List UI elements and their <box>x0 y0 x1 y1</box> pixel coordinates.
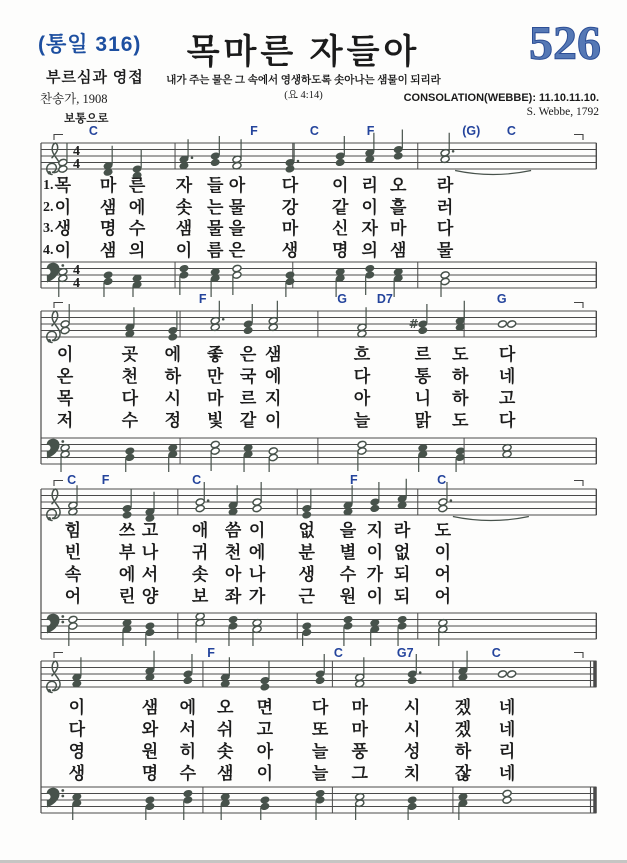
chord-label: F <box>250 124 258 138</box>
staff-svg-1 <box>40 125 598 297</box>
lyric-syllable: 고 <box>141 521 159 540</box>
lyric-syllable: 다 <box>121 389 139 408</box>
lyric-syllable: 가 <box>366 565 384 584</box>
verse-number: 3. <box>43 221 54 236</box>
lyric-syllable: 없 <box>393 543 411 562</box>
lyric-syllable: 샘 <box>265 345 282 364</box>
lyric-syllable: 솟 <box>191 565 209 584</box>
lyric-column <box>309 697 331 785</box>
lyric-column <box>412 344 434 432</box>
lyric-syllable: 에 <box>179 698 197 717</box>
lyric-syllable: 나 <box>248 565 266 584</box>
lyric-syllable: 오 <box>217 698 234 717</box>
lyric-syllable: 지 <box>265 389 282 408</box>
lyric-syllable: 에 <box>118 565 136 584</box>
lyric-syllable: 보 <box>191 587 209 606</box>
treble-clef-icon <box>47 661 60 693</box>
lyric-syllable: 원 <box>141 742 159 761</box>
lyric-syllable: 에 <box>128 197 146 217</box>
lyric-column <box>254 697 276 785</box>
lyric-column <box>62 520 84 608</box>
lyric-syllable: 에 <box>164 345 182 364</box>
lyric-syllable: 그 <box>351 764 368 783</box>
lyric-syllable: 생 <box>54 219 72 238</box>
lyric-column <box>139 697 161 785</box>
lyric-column <box>359 175 381 261</box>
lyric-syllable: 가 <box>248 587 266 606</box>
category-label: 부르심과 영접 <box>46 70 144 86</box>
lyric-column <box>387 175 409 261</box>
lyric-syllable: 이 <box>256 764 274 783</box>
lyric-column <box>296 520 318 608</box>
lyric-column <box>237 344 259 432</box>
lyric-syllable: 좌 <box>224 587 242 606</box>
lyric-syllable: 에 <box>248 543 266 562</box>
lyric-column <box>496 697 518 785</box>
treble-clef-icon <box>47 489 60 521</box>
lyric-syllable: 같 <box>331 197 349 217</box>
lyric-column <box>391 520 413 608</box>
lyric-syllable: 국 <box>239 367 257 386</box>
lyric-syllable: 명 <box>99 219 117 238</box>
lyric-syllable: 치 <box>403 764 421 783</box>
lyric-syllable: 겠 <box>454 698 472 717</box>
lyric-syllable: 솟 <box>217 742 234 761</box>
lyric-syllable: 수 <box>121 411 139 430</box>
lyric-syllable: 지 <box>366 521 384 540</box>
lyric-syllable: 되 <box>393 587 411 606</box>
lyric-syllable: 다 <box>311 698 329 717</box>
scripture-text: 내가 주는 물은 그 속에서 영생하도록 솟아나는 샘물이 되리라 <box>166 75 441 86</box>
lyric-syllable: 이 <box>366 543 384 562</box>
lyric-syllable: 을 <box>228 219 246 238</box>
lyric-syllable: 수 <box>128 219 146 238</box>
lyric-syllable: 온 <box>56 367 74 386</box>
music-system-3 <box>40 472 598 646</box>
lyric-syllable: 샘 <box>141 698 159 717</box>
lyric-syllable: 르 <box>414 345 431 364</box>
lyric-column <box>126 175 148 261</box>
lyric-syllable: 흘 <box>390 197 407 217</box>
bass-clef-icon <box>47 788 65 808</box>
lyric-column <box>214 697 236 785</box>
lyric-syllable: 다 <box>498 411 516 430</box>
lyric-column <box>66 697 88 785</box>
lyric-syllable: 양 <box>141 587 159 606</box>
chord-label: C <box>192 473 202 487</box>
lyric-column <box>496 344 518 432</box>
lyric-syllable: 이 <box>54 197 72 217</box>
lyric-column <box>139 520 161 608</box>
page-title: 목마른 자들아 <box>186 34 421 71</box>
lyric-syllable: 마 <box>351 698 368 717</box>
lyric-syllable: 맑 <box>414 411 431 430</box>
lyric-column <box>434 175 456 261</box>
chord-label: F <box>350 473 358 487</box>
lyric-syllable: 귀 <box>191 543 209 562</box>
chord-label: D7 <box>376 292 393 306</box>
chord-label: F <box>366 124 375 138</box>
lyric-syllable: 늘 <box>353 411 371 430</box>
lyric-syllable: 속 <box>64 565 82 584</box>
svg-text:#: # <box>408 317 419 331</box>
lyric-column <box>97 175 119 261</box>
lyric-syllable: 별 <box>339 543 357 562</box>
lyric-syllable: 또 <box>311 720 329 739</box>
lyric-column <box>52 175 74 261</box>
lyric-syllable: 린 <box>118 587 136 606</box>
lyric-syllable: 은 <box>228 240 246 260</box>
svg-text:4: 4 <box>73 144 80 159</box>
lyric-syllable: 이 <box>56 345 74 364</box>
scripture-reference: (요 4:14) <box>284 90 323 101</box>
lyric-syllable: 아 <box>256 742 274 761</box>
lyric-syllable: 다 <box>498 345 516 364</box>
lyric-syllable: 오 <box>390 176 407 195</box>
lyric-syllable: 의 <box>361 240 378 260</box>
lyric-syllable: 샘 <box>99 197 117 217</box>
lyric-column <box>351 344 373 432</box>
lyric-syllable: 시 <box>403 720 421 739</box>
lyric-syllable: 곳 <box>121 345 139 364</box>
lyric-syllable: 애 <box>191 521 209 540</box>
chord-label: C <box>88 124 98 138</box>
lyric-syllable: 아 <box>224 565 242 584</box>
chord-label: C <box>506 124 516 138</box>
svg-text:4: 4 <box>73 157 80 172</box>
lyric-syllable: 마 <box>206 389 224 408</box>
treble-clef-icon <box>47 311 60 343</box>
lyric-syllable: 러 <box>436 197 454 217</box>
lyric-syllable: 이 <box>54 240 72 260</box>
composer-name: S. Webbe, 1792 <box>526 106 599 118</box>
lyric-syllable: 면 <box>256 698 274 717</box>
lyric-syllable: 부 <box>118 543 136 562</box>
lyric-syllable: 르 <box>239 389 257 408</box>
music-system-4 <box>40 646 598 820</box>
lyric-column <box>54 344 76 432</box>
lyric-syllable: 명 <box>141 764 159 783</box>
lyric-syllable: 서 <box>179 720 197 739</box>
lyric-syllable: 시 <box>164 389 182 408</box>
lyric-syllable: 겠 <box>454 720 472 739</box>
lyric-syllable: 늘 <box>311 742 329 761</box>
lyric-column <box>246 520 268 608</box>
lyric-column <box>279 175 301 261</box>
lyric-syllable: 자 <box>361 219 378 238</box>
lyric-column <box>337 520 359 608</box>
lyric-syllable: 다 <box>353 367 371 386</box>
lyric-syllable: 마 <box>99 176 117 195</box>
lyric-syllable: 생 <box>298 565 315 584</box>
lyric-syllable: 성 <box>403 742 421 761</box>
lyric-column <box>119 344 141 432</box>
music-system-1 <box>40 125 598 297</box>
lyric-syllable: 샘 <box>390 240 407 260</box>
lyric-syllable: 수 <box>339 565 357 584</box>
lyric-syllable: 들 <box>206 176 224 195</box>
lyric-syllable: 하 <box>454 742 472 761</box>
lyric-syllable: 물 <box>436 240 454 260</box>
lyric-syllable: 다 <box>436 219 454 238</box>
chord-label: C <box>333 646 343 660</box>
lyric-syllable: 이 <box>361 197 378 217</box>
lyric-syllable: 솟 <box>175 197 193 217</box>
lyric-syllable: 어 <box>64 587 82 606</box>
lyric-syllable: 영 <box>68 742 86 761</box>
lyric-syllable: 어 <box>434 565 452 584</box>
lyric-column <box>349 697 371 785</box>
lyric-syllable: 원 <box>339 587 357 606</box>
lyric-syllable: 하 <box>451 367 469 386</box>
lyric-syllable: 수 <box>179 764 197 783</box>
lyric-syllable: 이 <box>366 587 384 606</box>
lyric-syllable: 분 <box>298 543 315 562</box>
lyric-syllable: 는 <box>206 197 224 217</box>
verse-number: 2. <box>43 199 54 215</box>
lyric-column <box>364 520 386 608</box>
lyric-syllable: 통 <box>414 367 431 386</box>
lyric-syllable: 천 <box>121 367 139 386</box>
lyric-syllable: 어 <box>434 587 452 606</box>
lyric-syllable: 생 <box>68 764 86 783</box>
lyric-syllable: 나 <box>141 543 159 562</box>
lyric-column <box>222 520 244 608</box>
lyric-syllable: 다 <box>68 720 86 739</box>
lyric-syllable: 리 <box>361 176 378 195</box>
lyric-syllable: 네 <box>498 764 516 783</box>
lyric-syllable: 라 <box>436 176 454 195</box>
lyric-syllable: 고 <box>256 720 274 739</box>
lyric-syllable: 강 <box>281 197 299 217</box>
lyric-syllable: 이 <box>248 521 266 540</box>
lyric-syllable: 천 <box>224 543 242 562</box>
lyric-syllable: 자 <box>175 176 193 195</box>
bass-clef-icon <box>47 614 65 634</box>
lyric-syllable: 시 <box>403 698 421 717</box>
lyric-syllable: 네 <box>498 720 516 739</box>
lyric-syllable: 은 <box>239 345 257 364</box>
lyric-syllable: 되 <box>393 565 411 584</box>
lyric-syllable: 고 <box>498 389 516 408</box>
lyric-syllable: 하 <box>164 367 182 386</box>
lyric-syllable: 정 <box>164 411 182 430</box>
svg-text:4: 4 <box>73 263 80 278</box>
chord-label: F <box>101 473 110 487</box>
lyric-syllable: 름 <box>206 240 224 260</box>
lyric-syllable: 히 <box>179 742 197 761</box>
lyric-syllable: 도 <box>451 411 469 430</box>
lyric-syllable: 잖 <box>454 764 472 783</box>
svg-text:4: 4 <box>73 276 80 291</box>
verse-number: 1. <box>43 178 54 193</box>
lyric-syllable: 샘 <box>175 219 193 238</box>
source-label: 찬송가, 1908 <box>40 92 108 106</box>
lyric-syllable: 라 <box>393 521 411 540</box>
lyric-syllable: 도 <box>451 345 469 364</box>
chord-label: G <box>337 292 347 306</box>
lyric-syllable: 씀 <box>224 521 242 540</box>
lyric-syllable: 리 <box>498 742 516 761</box>
lyric-syllable: 빛 <box>206 411 224 430</box>
lyric-column <box>177 697 199 785</box>
lyric-syllable: 이 <box>175 240 193 260</box>
lyric-syllable: 이 <box>331 176 349 195</box>
lyric-syllable: 신 <box>331 219 349 238</box>
lyric-column <box>401 697 423 785</box>
music-system-2 <box>40 288 598 472</box>
lyric-syllable: 하 <box>451 389 469 408</box>
lyric-syllable: 늘 <box>311 764 329 783</box>
lyric-syllable: 이 <box>434 543 452 562</box>
lyric-syllable: 다 <box>281 176 299 195</box>
chord-label: C <box>491 646 501 660</box>
lyric-column <box>449 344 471 432</box>
lyric-syllable: 의 <box>128 240 146 260</box>
lyric-syllable: 을 <box>339 521 357 540</box>
lyric-syllable: 마 <box>351 720 368 739</box>
lyric-syllable: 네 <box>498 367 516 386</box>
lyric-syllable: 도 <box>434 521 452 540</box>
lyric-syllable: 힘 <box>64 521 82 540</box>
lyric-syllable: 아 <box>353 389 371 408</box>
lyric-column <box>452 697 474 785</box>
lyric-syllable: 흐 <box>353 345 371 364</box>
lyric-syllable: 물 <box>206 219 224 238</box>
lyric-syllable: 명 <box>331 240 349 260</box>
lyric-syllable: 좋 <box>206 345 224 364</box>
lyric-column <box>329 175 351 261</box>
lyric-syllable: 목 <box>56 389 74 408</box>
lyric-syllable: 샘 <box>99 240 117 260</box>
lyric-syllable: 샘 <box>217 764 234 783</box>
tempo-marking: 보통으로 <box>64 113 109 125</box>
lyric-column <box>116 520 138 608</box>
lyric-syllable: 없 <box>298 521 315 540</box>
lyric-column <box>173 175 195 261</box>
chord-label: G7 <box>396 646 414 660</box>
lyric-syllable: 와 <box>141 720 159 739</box>
lyric-syllable: 풍 <box>351 742 368 761</box>
lyric-syllable: 에 <box>265 367 282 386</box>
lyric-syllable: 물 <box>228 197 246 217</box>
lyric-syllable: 저 <box>56 411 74 430</box>
chord-label: G <box>496 292 507 306</box>
chord-label: C <box>437 473 447 487</box>
lyric-syllable: 마 <box>390 219 407 238</box>
lyric-syllable: 아 <box>228 176 246 195</box>
lyric-syllable: 쉬 <box>217 720 234 739</box>
lyric-syllable: 서 <box>141 565 159 584</box>
lyric-syllable: 니 <box>414 389 431 408</box>
lyric-column <box>204 175 226 261</box>
lyric-syllable: 이 <box>68 698 86 717</box>
chord-label: F <box>207 646 215 660</box>
lyric-syllable: 이 <box>265 411 282 430</box>
lyric-column <box>162 344 184 432</box>
lyric-column <box>262 344 284 432</box>
tune-name: CONSOLATION(WEBBE): 11.10.11.10. <box>403 92 599 104</box>
lyric-syllable: 마 <box>281 219 299 238</box>
hymn-number: 526 <box>529 17 601 70</box>
lyric-syllable: 른 <box>128 176 146 195</box>
lyric-syllable: 목 <box>54 176 72 195</box>
lyric-syllable: 만 <box>206 367 224 386</box>
lyric-column <box>204 344 226 432</box>
lyric-syllable: 같 <box>239 411 257 430</box>
lyric-syllable: 빈 <box>64 543 82 562</box>
verse-number: 4. <box>43 242 54 258</box>
lyric-syllable: 생 <box>281 240 299 260</box>
lyric-column <box>226 175 248 261</box>
chord-label: C <box>67 473 77 487</box>
lyric-syllable: 네 <box>498 698 516 717</box>
chord-label: (G) <box>462 124 481 138</box>
chord-label: C <box>309 124 319 138</box>
chord-label: F <box>198 292 207 306</box>
lyric-column <box>189 520 211 608</box>
lyric-syllable: 근 <box>298 587 315 606</box>
lyric-column <box>432 520 454 608</box>
lyric-syllable: 쓰 <box>118 521 136 540</box>
tongil-number-label: (통일 316) <box>38 33 142 56</box>
